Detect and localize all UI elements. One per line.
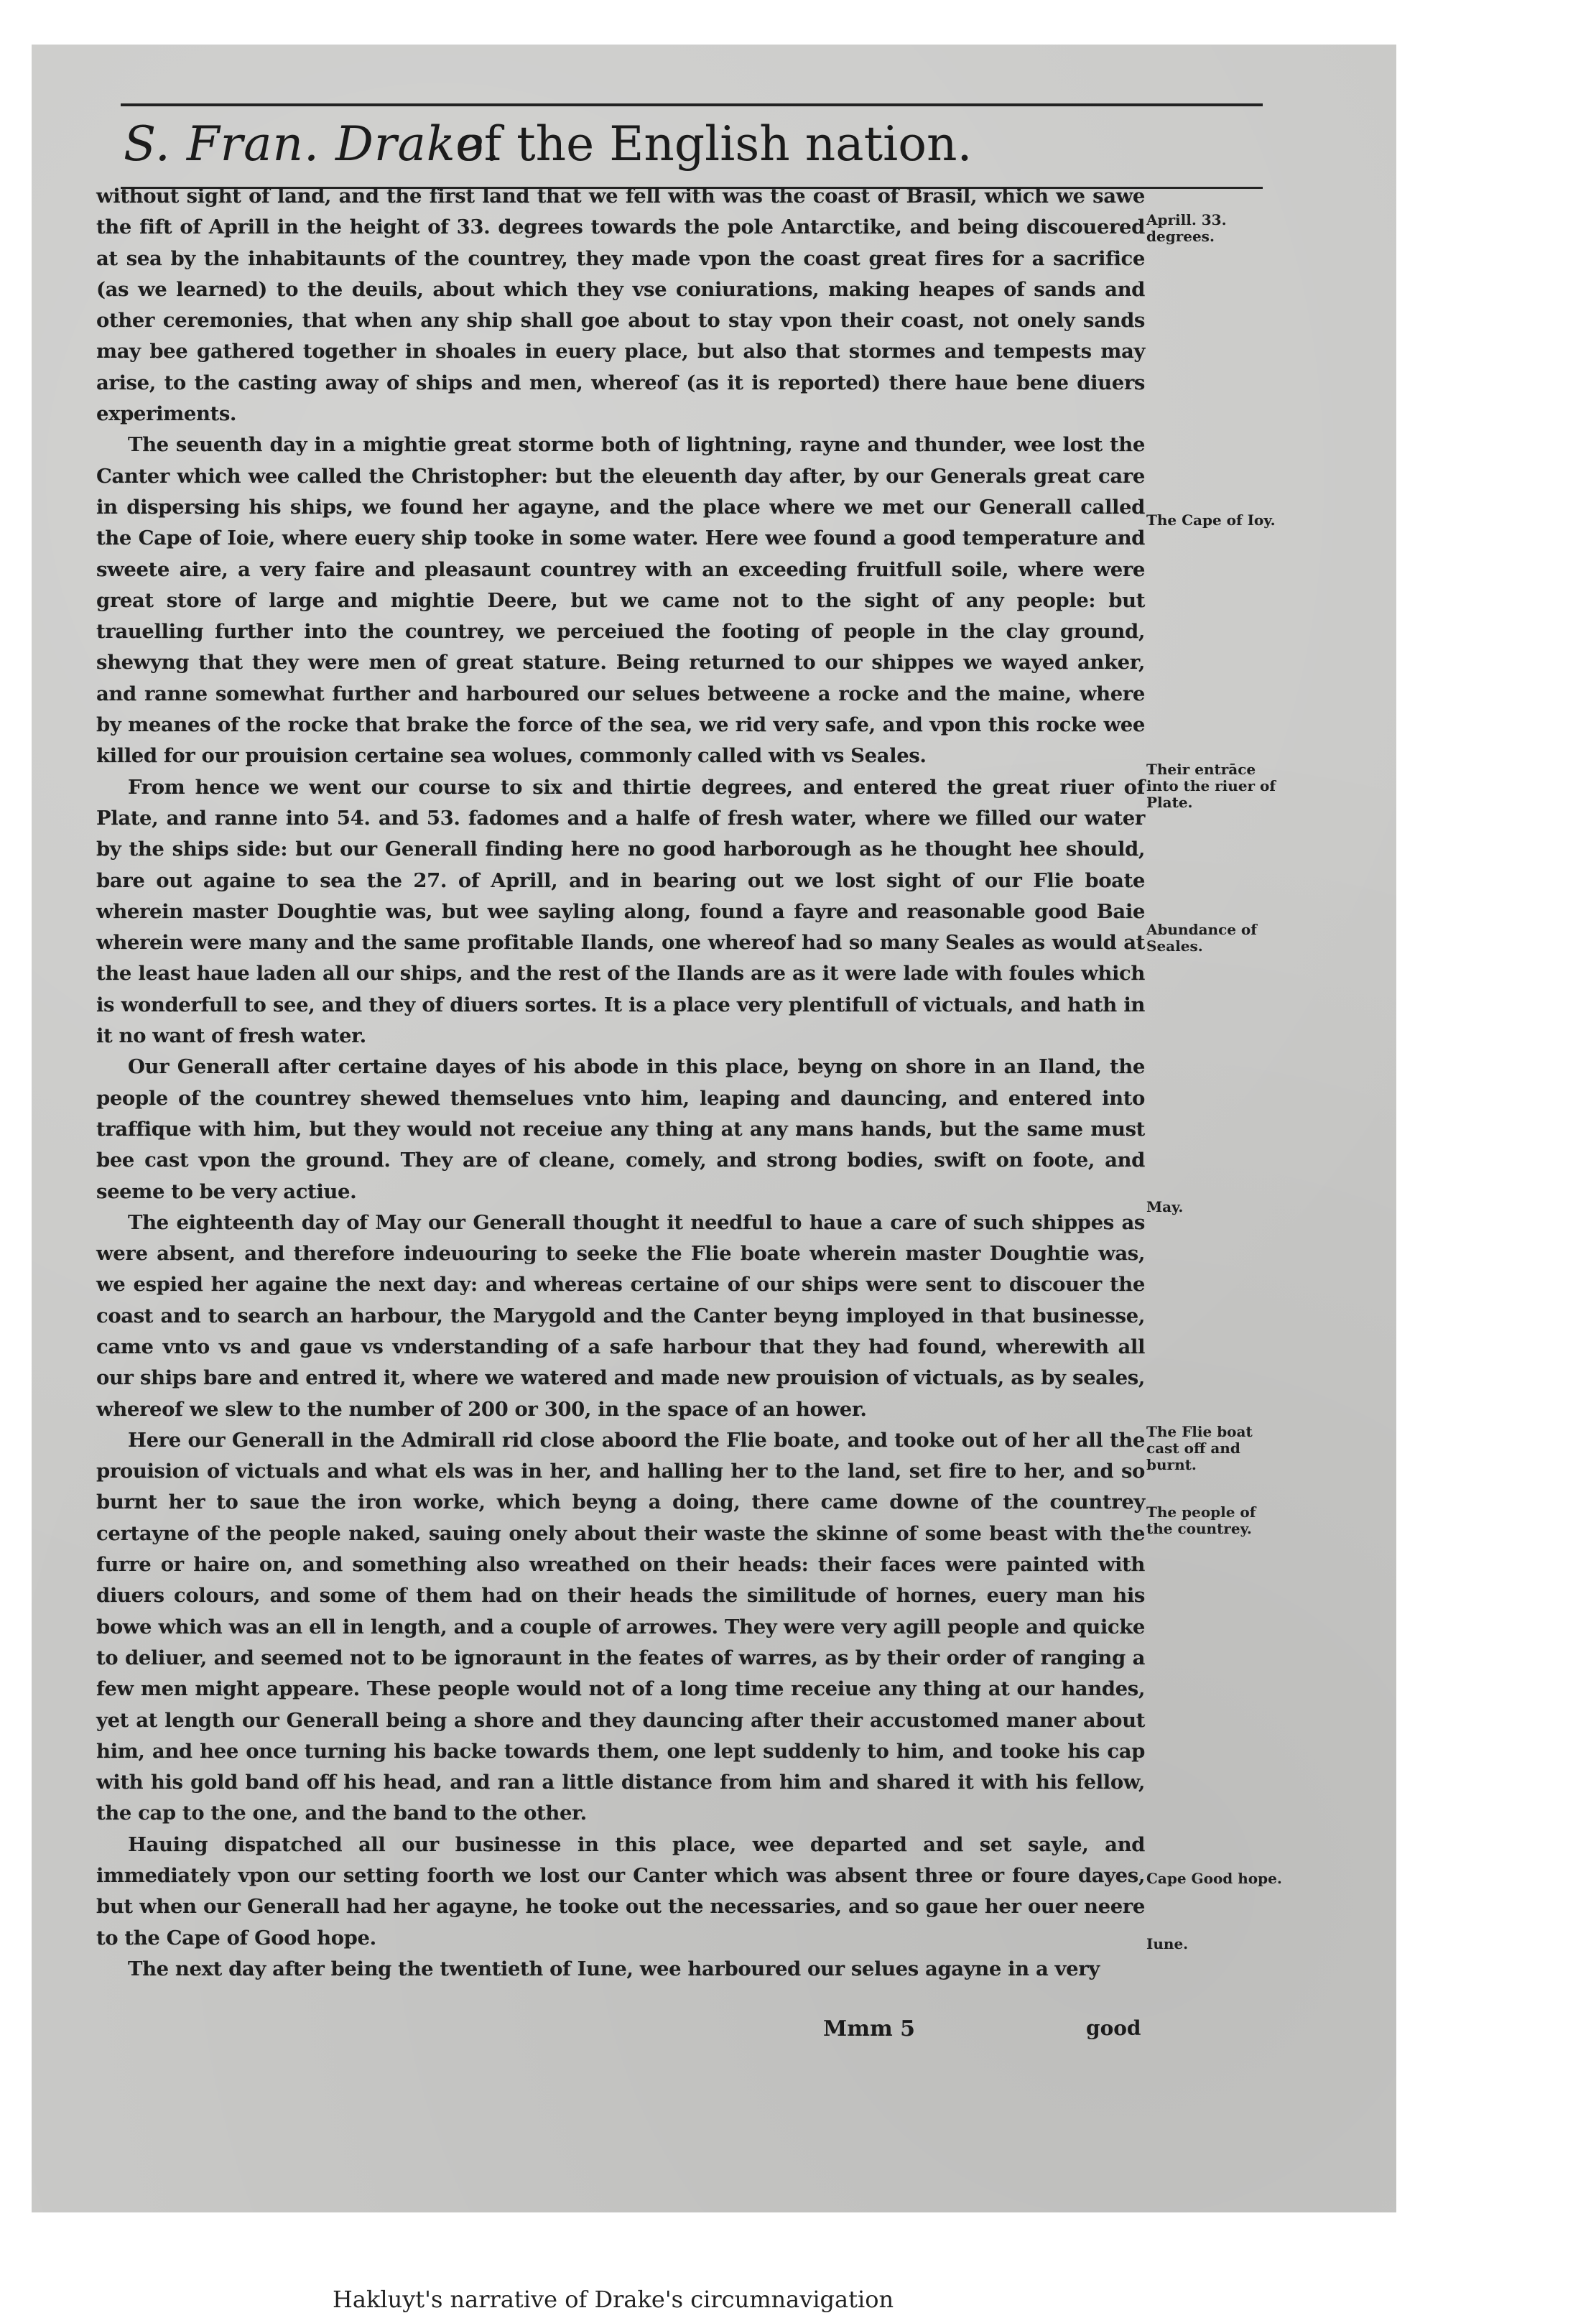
paragraph: without sight of land, and the first land that we fell with was the coast of Brasil, which we sawe the fift of Aprill in the height of 33. degrees towards the pole Antarctike, and being discouered at sea by the inhabitaunts of the countrey, they made vpon the coast great fires for a sacrifice (as we learned) to the deuils, about which they vse coniurations, making heapes of sands and other ceremonies, that when any ship shall goe about to stay vpon their coast, not onely sands may bee gathered together in shoales in euery place, but also that stormes and tempests may arise, to the casting away of ships and men, whereof (as it is reported) there haue bene diuers experiments. (96, 185, 1145, 426)
running-head-left: S. Fran. Drake. (124, 116, 501, 172)
paragraph: From hence we went our course to six and thirtie degrees, and entered the great riuer of Plate, and ranne into 54. and 53. fadomes and a halfe of fresh water, where we filled our water by the ships side: but our Generall finding here no good harborough as he thought hee should, bare out againe to sea the 27. of Aprill, and in bearing out we lost sight of our Flie boate wherein master Doughtie was, but wee sayling along, found a fayre and reasonable good Baie wherein were many and the same profitable Ilands, one whereof had so many Seales as would at the least haue laden all our ships, and the rest of the Ilands are as it were lade with foules which is wonderfull to see, and they of diuers sortes. It is a place very plentifull of victuals, and hath in it no want of fresh water. (96, 775, 1145, 1048)
running-head-right: of the English nation. (455, 116, 973, 172)
margin-note: The people of the countrey. (1146, 1503, 1256, 1537)
margin-note: The Cape of Ioy. (1146, 511, 1276, 529)
paragraph: The seuenth day in a mightie great storme both of lightning, rayne and thunder, wee lost the Canter which wee called the Christopher: but the eleuenth day after, by our Generals great care in dispersing his ships, we found her agayne, and the place where we met our Generall called the Cape of Ioie, where euery ship tooke in some water. Here wee found a good temperature and sweete aire, a very faire and pleasaunt countrey with an exceeding fruitfull soile, where were great store of large and mightie Deere, but we came not to the sight of any people: but trauelling further into the countrey, we perceiued the footing of people in the clay ground, shewyng that they were men of great stature. Being returned to our shippes we wayed anker, and ranne somewhat further and harboured our selues betweene a rocke and the maine, where by meanes of the rocke that brake the force of the sea, we rid very safe, and vpon this rocke wee killed for our prouision certaine sea wolues, commonly called with vs Seales. (96, 433, 1145, 768)
margin-note: Aprill. 33. degrees. (1146, 211, 1227, 245)
paragraph: Here our Generall in the Admirall rid close aboord the Flie boate, and tooke out of her all the prouision of victuals and what els was in her, and halling her to the land, set fire to her, and so burnt her to saue the iron worke, which beyng a doing, there came downe of the countrey certayne of the people naked, sauing onely about their waste the skinne of some beast with the furre or haire on, and something also wreathed on their heads: their faces were painted with diuers colours, and some of them had on their heads the similitude of hornes, euery man his bowe which was an ell in length, and a couple of arrowes. They were very agill people and quicke to deliuer, and seemed not to be ignoraunt in the feates of warres, as by their order of ranging a few men might appeare. These people would not of a long time receiue any thing at our handes, yet at length our Generall being a shore and they dauncing after their accustomed maner about him, and hee once turning his backe towards them, one lept suddenly to him, and tooke his cap with his gold band off his head, and ran a little distance from him and shared it with his fellow, the cap to the one, and the band to the other. (96, 1428, 1145, 1825)
margin-note: Cape Good hope. (1146, 1870, 1282, 1887)
figure-caption: Hakluyt's narrative of Drake's circumnavigation (333, 2286, 894, 2313)
margin-note: Abundance of Seales. (1146, 921, 1257, 955)
catchword: good (1086, 2016, 1141, 2040)
margin-note: Iune. (1146, 1935, 1189, 1952)
paragraph: Our Generall after certaine dayes of his abode in this place, beyng on shore in an Iland, the people of the countrey shewed themselues vnto him, leaping and dauncing, and entered into traffique with him, but they would not receiue any thing at any mans hands, but the same must bee cast vpon the ground. They are of cleane, comely, and strong bodies, swift on foote, and seeme to be very actiue. (96, 1055, 1145, 1203)
paragraph: The next day after being the twentieth of Iune, wee harboured our selues agayne in a very (128, 1957, 1100, 1980)
signature-mark: Mmm 5 (823, 2016, 916, 2041)
paragraph: Hauing dispatched all our businesse in this place, wee departed and set sayle, and immediately vpon our setting foorth we lost our Canter which was absent three or foure dayes, but when our Generall had her agayne, he tooke out the necessaries, and so gaue her ouer neere to the Cape of Good hope. (96, 1832, 1145, 1950)
header-top-rule (121, 103, 1263, 106)
scanned-page (32, 45, 1396, 2212)
margin-note: The Flie boat cast off and burnt. (1146, 1423, 1253, 1473)
paragraph: The eighteenth day of May our Generall thought it needful to haue a care of such shippes as were absent, and therefore indeuouring to seeke the Flie boate wherein master Doughtie was, we espied her againe the next day: and whereas certaine of our ships were sent to discouer the coast and to search an harbour, the Marygold and the Canter beyng imployed in that businesse, came vnto vs and gaue vs vnderstanding of a safe harbour that they had found, wherewith all our ships bare and entred it, where we watered and made new prouision of victuals, as by seales, whereof we slew to the number of 200 or 300, in the space of an hower. (96, 1210, 1145, 1421)
margin-note: Their entrāce into the riuer of Plate. (1146, 761, 1276, 811)
margin-note: May. (1146, 1198, 1184, 1215)
text-column (96, 181, 1145, 1985)
